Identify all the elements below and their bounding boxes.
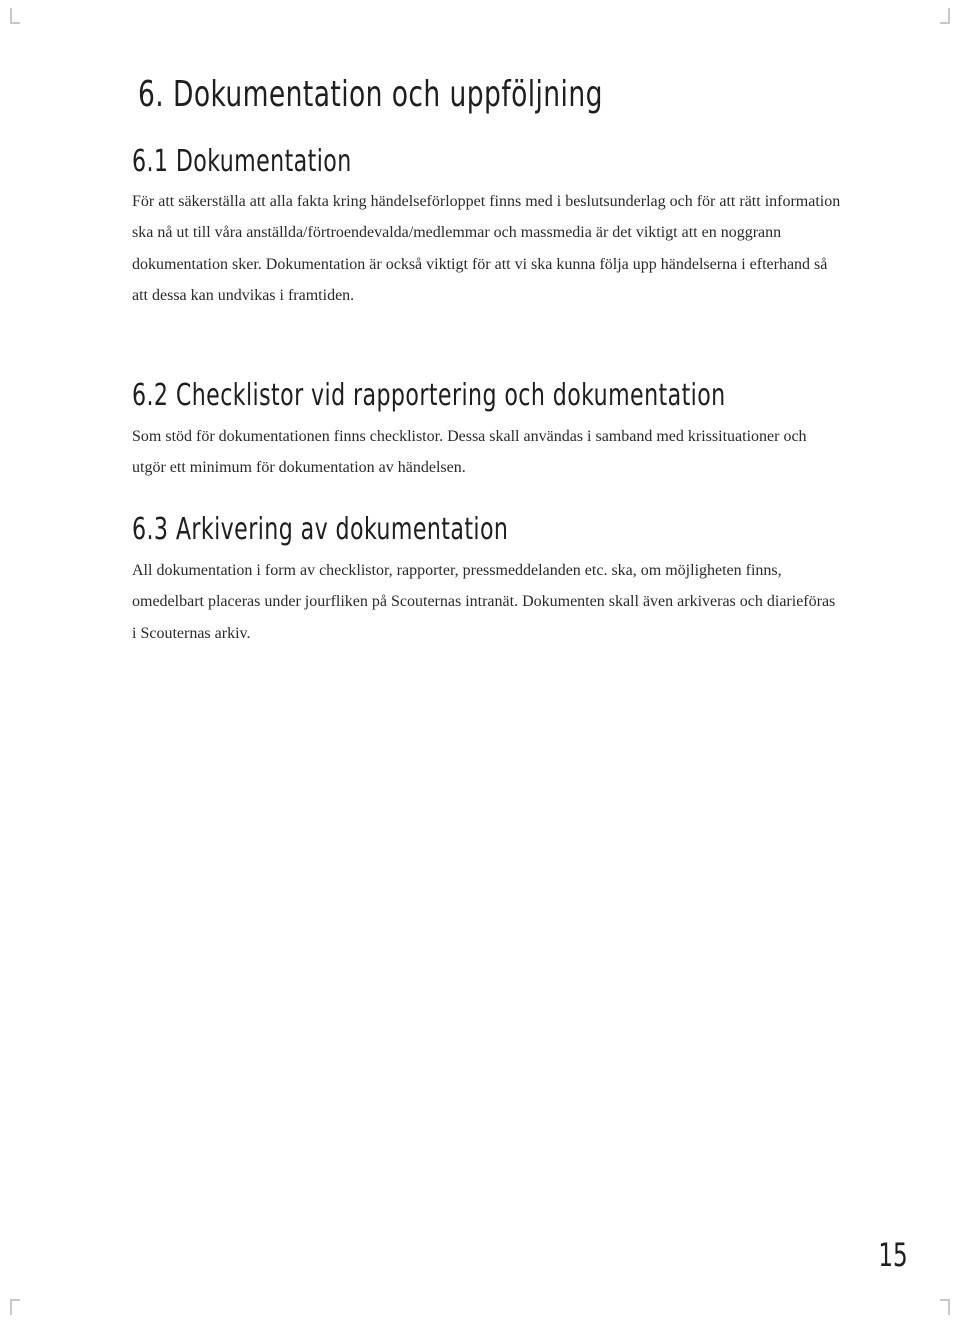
page-number: 15	[878, 1236, 908, 1274]
crop-mark-top-right	[940, 8, 950, 24]
chapter-title: 6. Dokumentation och uppföljning	[138, 74, 603, 115]
section-heading-arkivering: 6.3 Arkivering av dokumentation	[132, 512, 509, 547]
section-body-checklistor: Som stöd för dokumentationen finns checklistor. Dessa skall användas i samband med krissituationer och utgör ett minimum för dokumentation av händelsen.	[132, 428, 807, 477]
crop-mark-top-left	[10, 8, 20, 24]
section-body-dokumentation: För att säkerställa att alla fakta kring händelseförloppet finns med i beslutsunderlag och för att rätt information ska nå ut till våra anställda/förtroendevalda/medlemmar och massmedia är det viktigt att en noggrann dokumentation sker. Dokumentation är också viktigt för att vi ska kunna följa upp händelserna i efterhand så att dessa kan undvikas i framtiden.	[132, 193, 841, 304]
section-body-arkivering: All dokumentation i form av checklistor, rapporter, pressmeddelanden etc. ska, om möjligheten finns, omedelbart placeras under jourfliken på Scouternas intranät. Dokumenten skall även arkiveras och diarieföras i Scouternas arkiv.	[132, 562, 836, 642]
section-heading-checklistor: 6.2 Checklistor vid rapportering och dokumentation	[132, 378, 726, 413]
crop-mark-bottom-left	[10, 1299, 20, 1315]
crop-mark-bottom-right	[940, 1299, 950, 1315]
section-heading-dokumentation: 6.1 Dokumentation	[132, 144, 352, 179]
